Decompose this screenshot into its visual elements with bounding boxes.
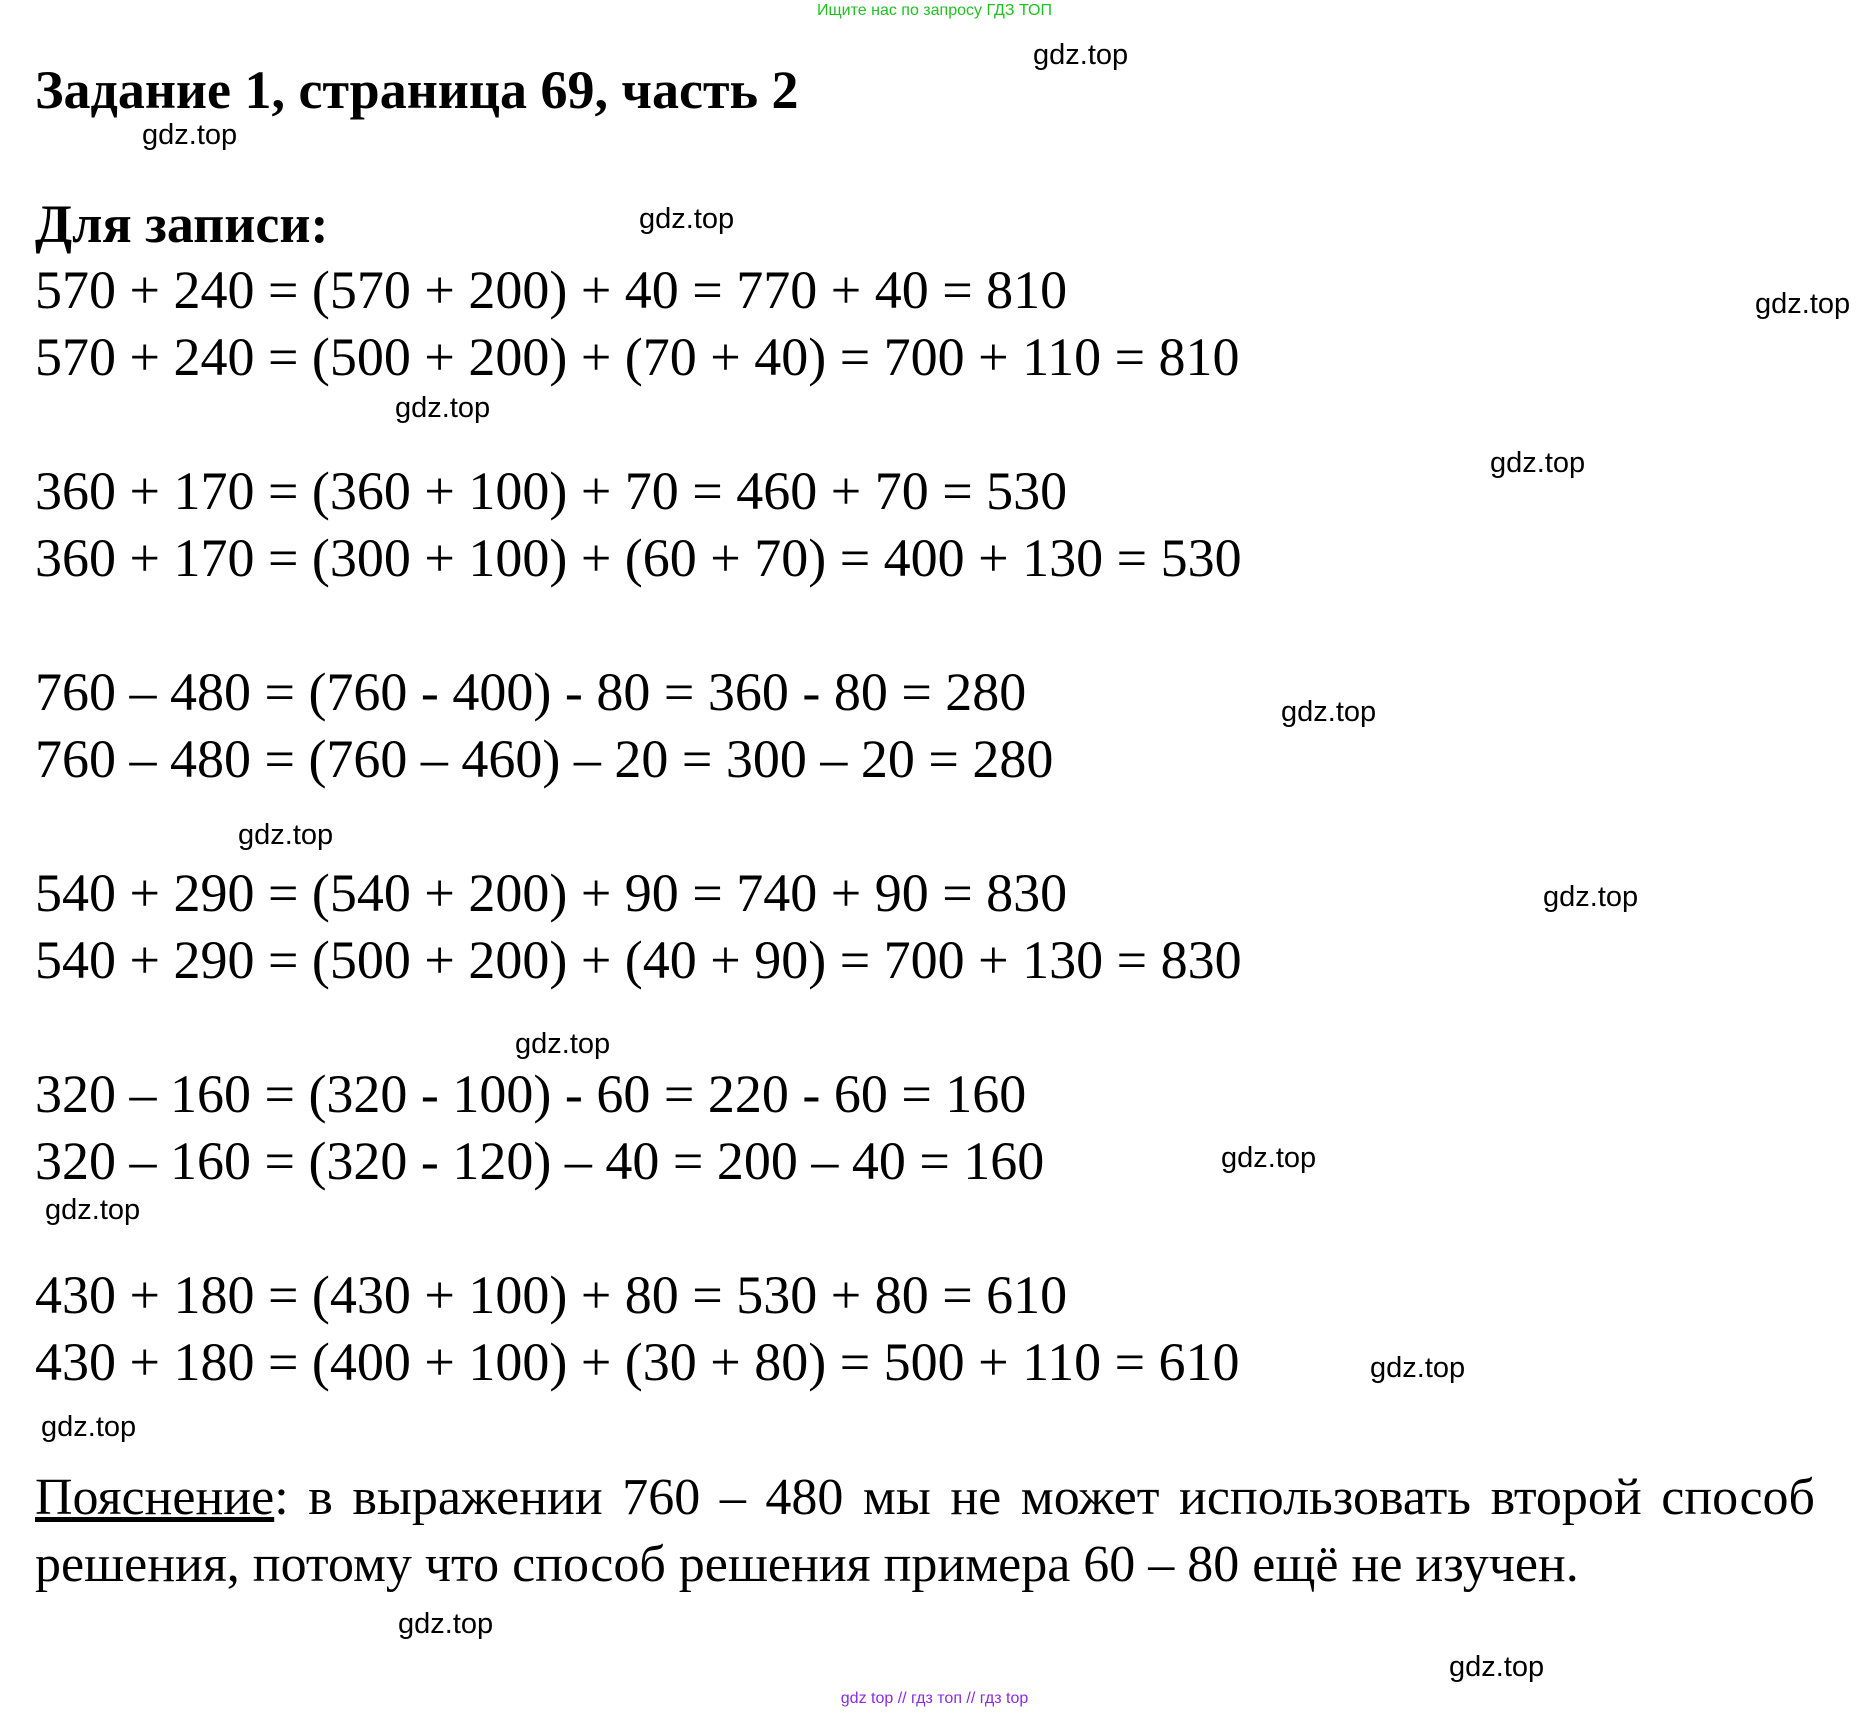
equation-line: 540 + 290 = (540 + 200) + 90 = 740 + 90 = 830 <box>35 863 1068 923</box>
watermark: gdz.top <box>238 819 334 851</box>
explanation-text: : в выражении 760 – 480 мы не может использовать второй способ решения, потому что способ решения примера 60 – 80 ещё не изучен. <box>35 1469 1815 1593</box>
explanation-paragraph <box>35 1464 1815 1598</box>
watermark: gdz.top <box>1370 1352 1466 1384</box>
equation-line: 570 + 240 = (570 + 200) + 40 = 770 + 40 = 810 <box>35 260 1068 320</box>
watermark: gdz.top <box>1449 1651 1545 1683</box>
watermark: gdz.top <box>1221 1142 1317 1174</box>
page-title: Задание 1, страница 69, часть 2 <box>35 60 799 120</box>
equation-line: 540 + 290 = (500 + 200) + (40 + 90) = 700 + 130 = 830 <box>35 930 1242 990</box>
top-banner: Ищите нас по запросу ГДЗ ТОП <box>817 2 1052 19</box>
watermark: gdz.top <box>41 1411 137 1443</box>
watermark: gdz.top <box>639 203 735 235</box>
equation-line: 570 + 240 = (500 + 200) + (70 + 40) = 700 + 110 = 810 <box>35 327 1240 387</box>
section-heading: Для записи: <box>35 194 329 254</box>
watermark: gdz.top <box>1490 447 1586 479</box>
equation-line: 320 – 160 = (320 - 120) – 40 = 200 – 40 = 160 <box>35 1131 1045 1191</box>
watermark: gdz.top <box>142 119 238 151</box>
equation-line: 360 + 170 = (300 + 100) + (60 + 70) = 400 + 130 = 530 <box>35 528 1242 588</box>
equation-line: 430 + 180 = (430 + 100) + 80 = 530 + 80 = 610 <box>35 1265 1068 1325</box>
watermark: gdz.top <box>1281 696 1377 728</box>
watermark: gdz.top <box>398 1608 494 1640</box>
watermark: gdz.top <box>45 1194 141 1226</box>
equation-line: 320 – 160 = (320 - 100) - 60 = 220 - 60 = 160 <box>35 1064 1027 1124</box>
watermark: gdz.top <box>395 392 491 424</box>
watermark: gdz.top <box>1543 881 1639 913</box>
equation-line: 760 – 480 = (760 - 400) - 80 = 360 - 80 = 280 <box>35 662 1027 722</box>
equation-line: 360 + 170 = (360 + 100) + 70 = 460 + 70 = 530 <box>35 461 1068 521</box>
equation-line: 760 – 480 = (760 – 460) – 20 = 300 – 20 = 280 <box>35 729 1054 789</box>
watermark: gdz.top <box>515 1028 611 1060</box>
watermark: gdz.top <box>1755 288 1851 320</box>
footer: gdz top // гдз топ // гдз top <box>840 1690 1029 1707</box>
explanation-label: Пояснение <box>35 1469 275 1526</box>
equation-line: 430 + 180 = (400 + 100) + (30 + 80) = 500 + 110 = 610 <box>35 1332 1240 1392</box>
watermark: gdz.top <box>1033 39 1129 71</box>
